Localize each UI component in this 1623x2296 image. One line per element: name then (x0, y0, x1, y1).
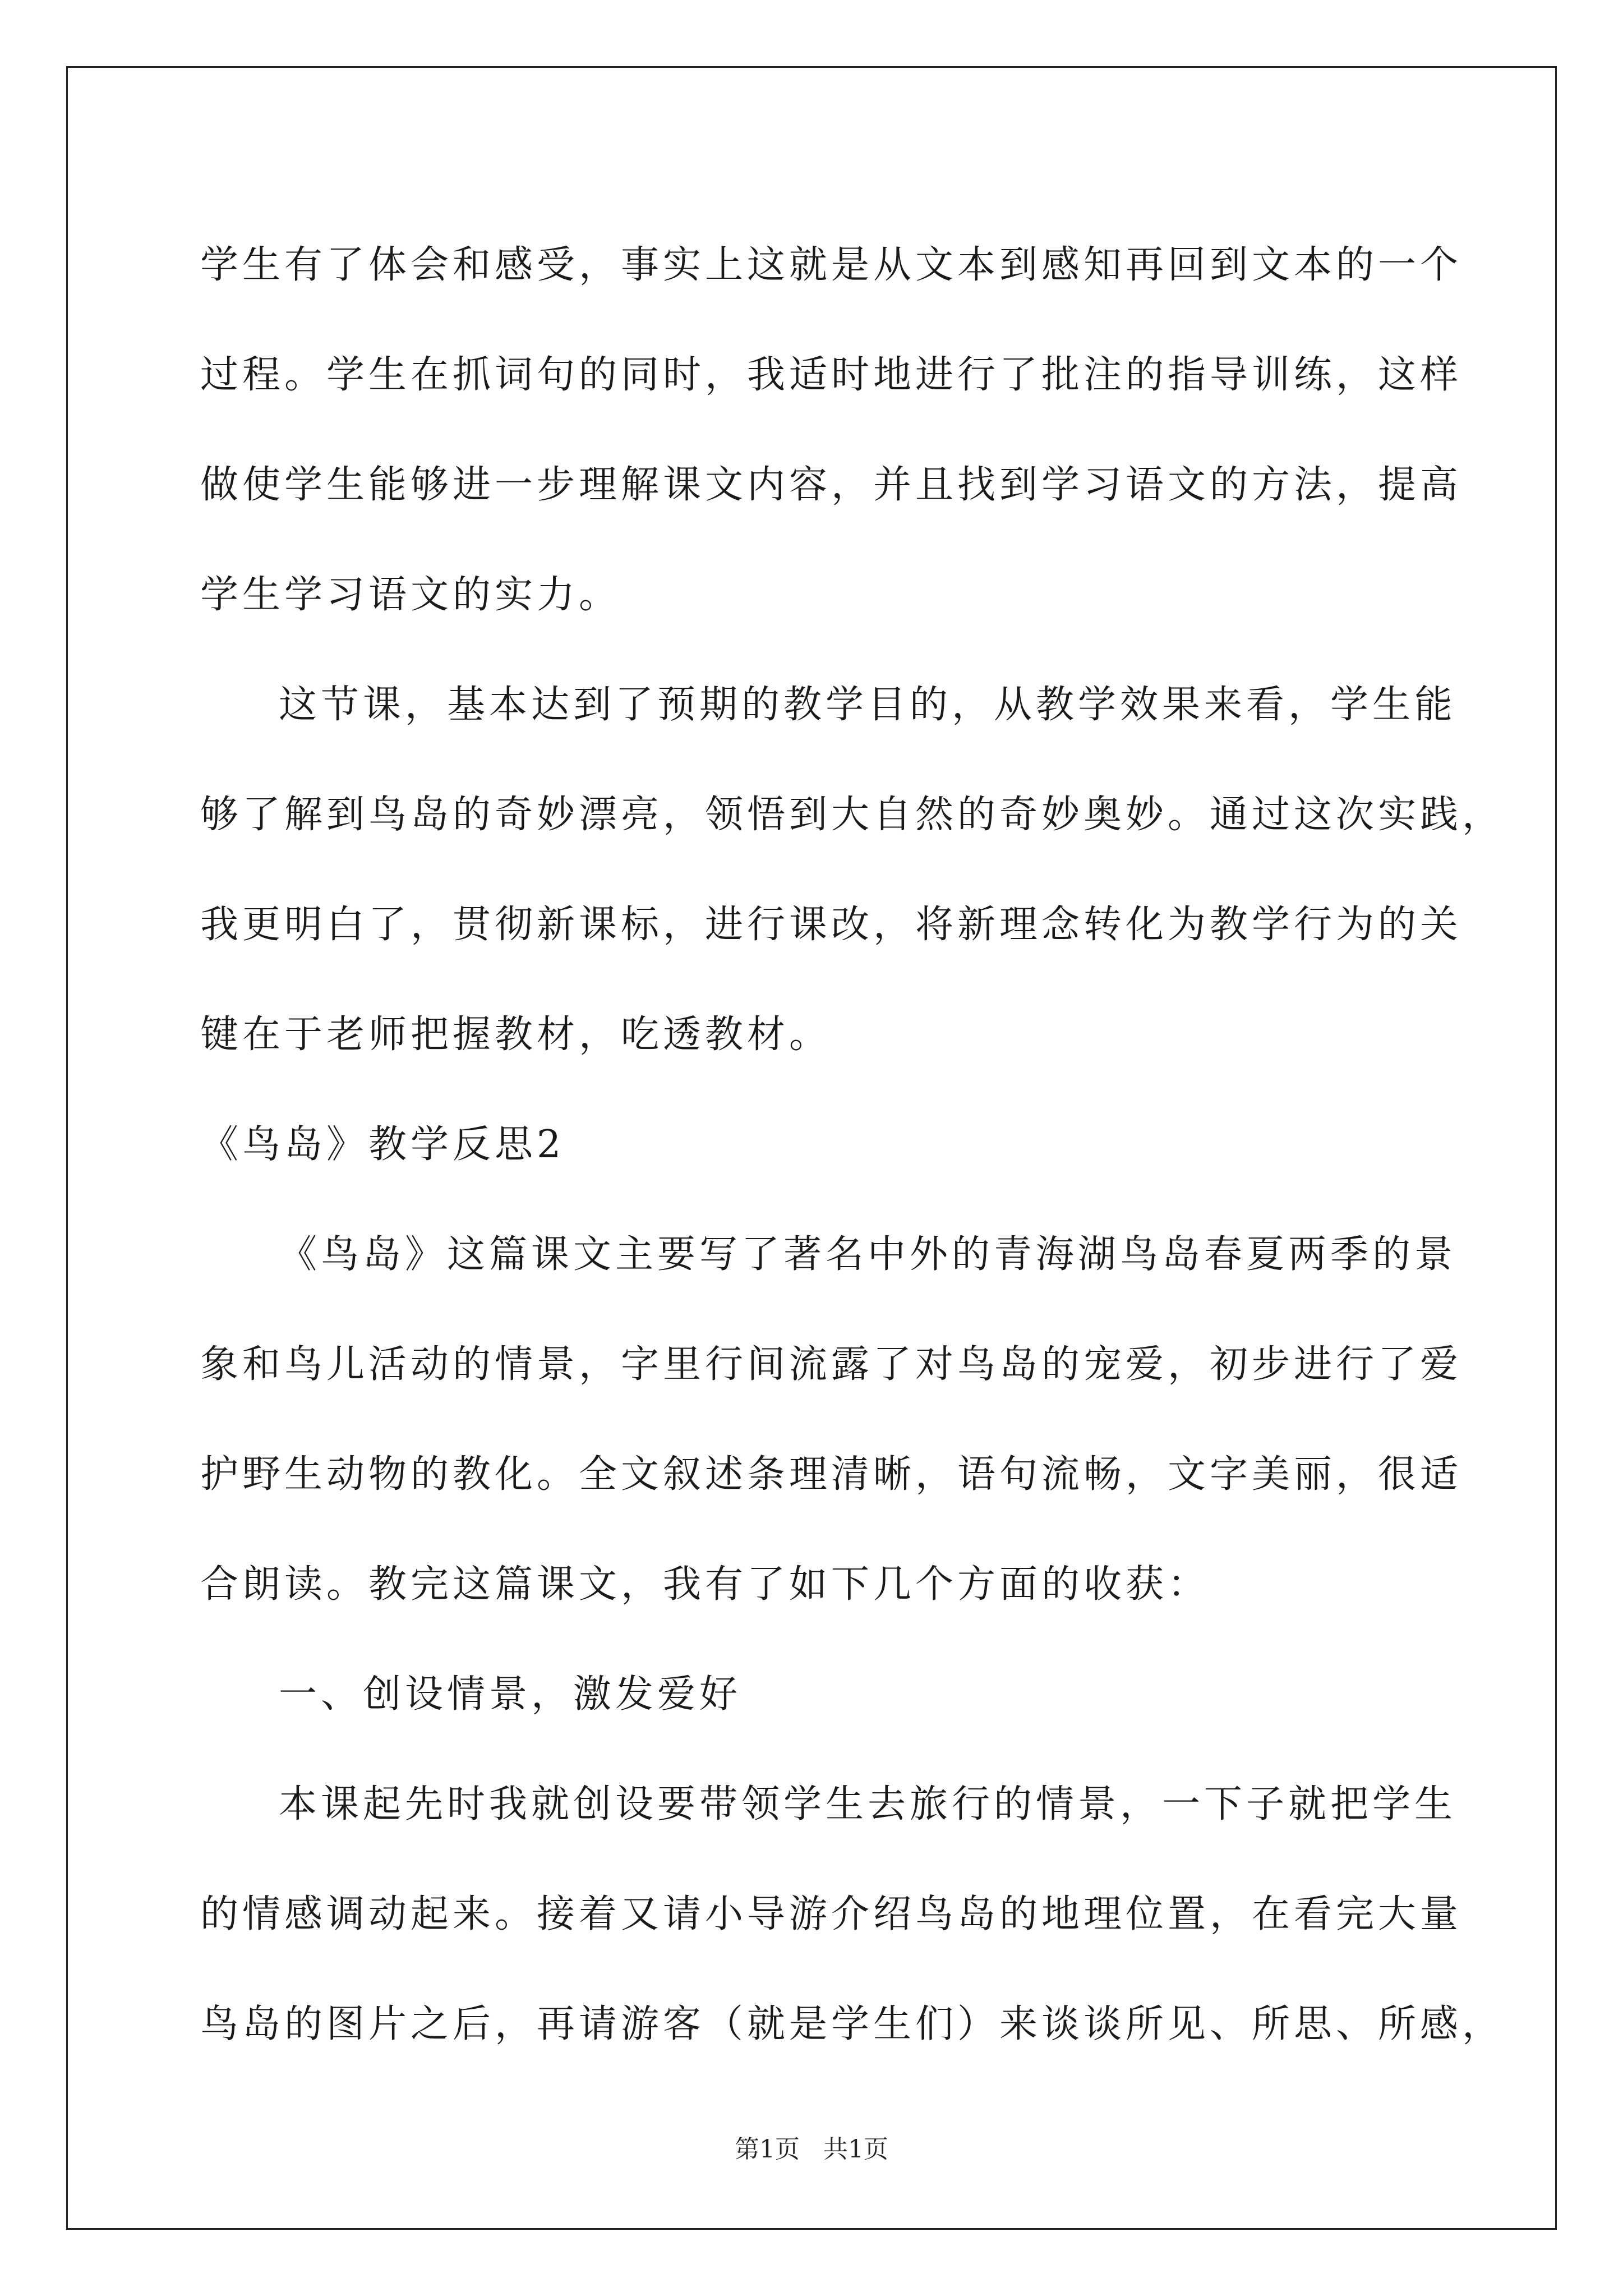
page-number: 第1页 (735, 2135, 800, 2164)
paragraph-line: 学生学习语文的实力。 (200, 573, 621, 617)
paragraph-line: 合朗读。教完这篇课文，我有了如下几个方面的收获： (200, 1562, 1210, 1607)
document-body (200, 210, 1505, 2079)
paragraph-line: 这节课，基本达到了预期的教学目的，从教学效果来看，学生能 (279, 683, 1457, 727)
paragraph-line: 象和鸟儿活动的情景，字里行间流露了对鸟岛的宠爱，初步进行了爱 (200, 1342, 1463, 1387)
paragraph-line: 过程。学生在抓词句的同时，我适时地进行了批注的指导训练，这样 (200, 353, 1463, 397)
page-footer (0, 2129, 1623, 2165)
total-pages: 共1页 (823, 2135, 888, 2164)
paragraph-line: 鸟岛的图片之后，再请游客（就是学生们）来谈谈所见、所思、所感， (200, 2002, 1505, 2046)
paragraph-line: 护野生动物的教化。全文叙述条理清晰，语句流畅，文字美丽，很适 (200, 1452, 1463, 1497)
paragraph-line: 做使学生能够进一步理解课文内容，并且找到学习语文的方法，提高 (200, 463, 1463, 507)
paragraph-line: 学生有了体会和感受，事实上这就是从文本到感知再回到文本的一个 (200, 243, 1463, 287)
paragraph-line: 的情感调动起来。接着又请小导游介绍鸟岛的地理位置，在看完大量 (200, 1892, 1463, 1936)
subsection-heading: 一、创设情景，激发爱好 (279, 1672, 742, 1717)
paragraph-line: 《鸟岛》这篇课文主要写了著名中外的青海湖鸟岛春夏两季的景 (279, 1232, 1457, 1277)
paragraph-line: 我更明白了，贯彻新课标，进行课改，将新理念转化为教学行为的关 (200, 903, 1463, 947)
paragraph-line: 键在于老师把握教材，吃透教材。 (200, 1013, 832, 1057)
paragraph-line: 本课起先时我就创设要带领学生去旅行的情景，一下子就把学生 (279, 1782, 1457, 1826)
section-heading: 《鸟岛》教学反思2 (200, 1122, 565, 1167)
paragraph-line: 够了解到鸟岛的奇妙漂亮，领悟到大自然的奇妙奥妙。通过这次实践， (200, 793, 1505, 837)
